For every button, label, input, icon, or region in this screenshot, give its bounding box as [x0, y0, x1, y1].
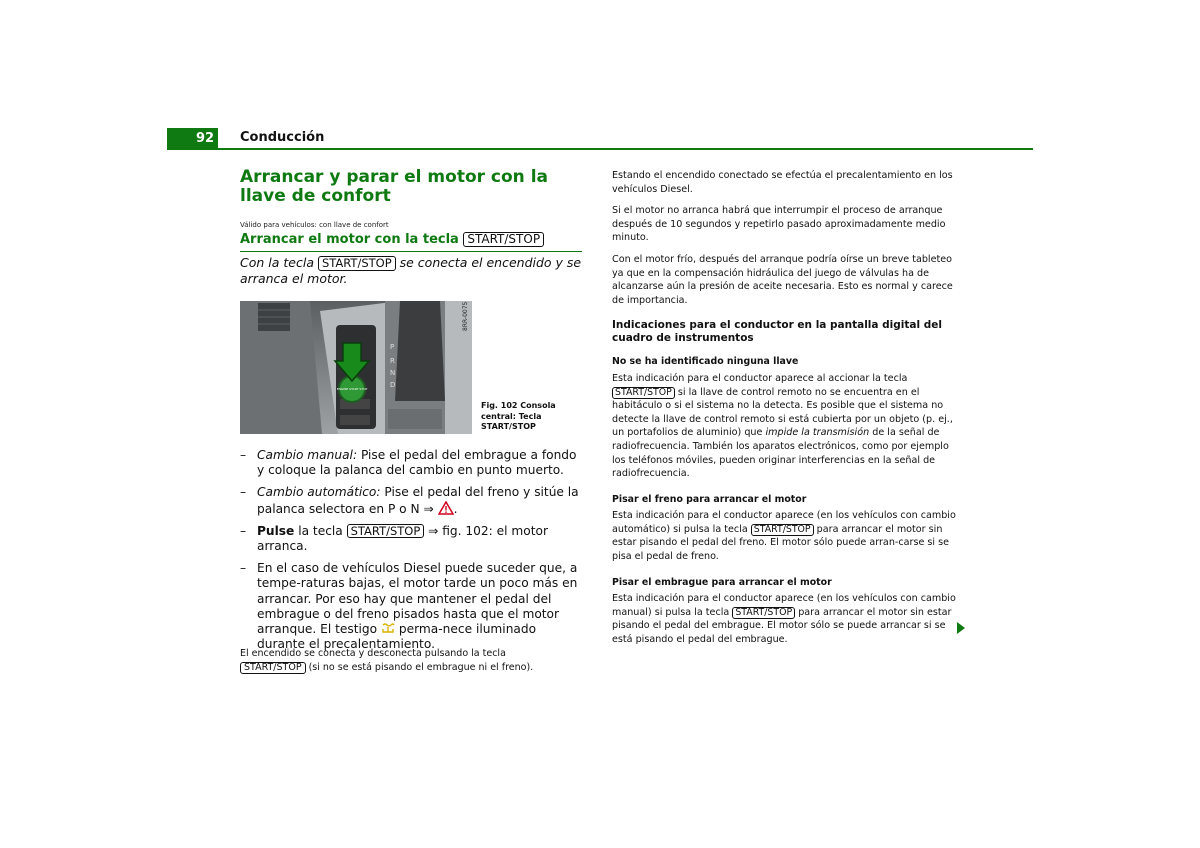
subheading: Pisar el freno para arrancar el motor: [612, 493, 807, 505]
page-number: 92: [167, 128, 218, 150]
subheading: No se ha identificado ninguna llave: [612, 356, 799, 368]
start-stop-key: START/STOP: [732, 607, 795, 619]
paragraph-text: Esta indicación para el conductor aparece (en los vehículos con cambio manual) si pulsa la tecla: [612, 593, 956, 618]
gear-label-n: N: [390, 369, 396, 377]
paragraph-emphasis: impide la transmisión: [765, 427, 870, 439]
bullet-lead: Cambio manual:: [257, 448, 358, 462]
list-item: – Pulse la tecla START/STOP ⇒ fig. 102: el motor arranca.: [240, 523, 548, 554]
right-column: [612, 169, 958, 655]
bullet-text: ⇒ fig. 102: el motor arranca.: [257, 523, 548, 554]
bullet-text: En el caso de vehículos Diesel puede suceder que, a tempe-raturas bajas, el motor tarde un poco más en arrancar. Por eso hay que mantener el pedal del embrague o del freno pisados hasta que el motor arranque. El testigo: [257, 561, 578, 637]
bullet-text: Pise el pedal del freno y sitúe la palanca selectora en P o N ⇒: [257, 485, 579, 516]
bullet-end: .: [453, 501, 458, 516]
paragraph: Con el motor frío, después del arranque podría oírse un breve tableteo ya que en la compensación hidráulica del juego de válvulas ha de alcanzarse aún la presión de aceite necesaria. Esto es normal y carece de importancia.: [612, 253, 953, 306]
glow-plug-icon: [381, 622, 395, 634]
bullet-lead: Cambio automático:: [257, 485, 381, 500]
start-stop-key: START/STOP: [463, 232, 544, 247]
intro-text-b: se conecta el encendido y se arranca el motor.: [240, 255, 582, 286]
start-stop-key: START/STOP: [751, 524, 814, 536]
start-stop-key: START/STOP: [612, 387, 675, 399]
section-title: Conducción: [240, 130, 325, 145]
paragraph: [612, 592, 958, 646]
paragraph-text: si la llave de control remoto no se encuentra en el habitáculo o si el sistema no la detecta. Es posible que el sistema no detecte la llave de control remoto si está cubierta por un objeto (p. ej., un portafolios de aluminio) que: [612, 386, 953, 439]
list-item: – Cambio manual: Pise el pedal del embrague a fondo y coloque la palanca del cambio en punto muerto.: [240, 448, 577, 478]
figure-code: 8RR-0075: [462, 301, 469, 331]
gear-label-d: D: [390, 381, 396, 389]
valid-for-note: Válido para vehículos: con llave de confort: [240, 221, 389, 229]
bullet-text: la tecla: [298, 523, 343, 538]
note-paragraph: [240, 647, 590, 674]
subheading: Pisar el embrague para arrancar el motor: [612, 576, 832, 588]
bullet-text: perma-nece iluminado durante el precalentamiento.: [257, 622, 537, 652]
list-item: – En el caso de vehículos Diesel puede suceder que, a tempe-raturas bajas, el motor tarde un poco más en arrancar. Por eso hay que mantener el pedal del embrague o del freno pisados hasta que el motor arranque. El testigo perma-nece iluminado durante el precalentamiento.: [240, 561, 578, 652]
intro-text-a: Con la tecla: [240, 255, 314, 270]
paragraph-text: para arrancar el motor sin estar pisando el pedal del freno. El motor sólo puede arran-carse si se pisa el pedal de freno.: [612, 523, 950, 563]
continue-arrow-icon: [957, 622, 965, 634]
start-stop-key: START/STOP: [240, 662, 306, 674]
list-item: – Cambio automático: Pise el pedal del freno y sitúe la palanca selectora en P o N ⇒ .: [240, 485, 579, 516]
paragraph: Si el motor no arranca habrá que interrumpir el proceso de arranque después de 10 segundos y repetirlo pasado aproximadamente medio minuto.: [612, 205, 946, 244]
paragraph-text: de la señal de radiofrecuencia. También los aparatos electrónicos, como por ejemplo los teléfonos móviles, pueden originar interferencias en la señal de radiofrecuencia.: [612, 427, 949, 480]
header-rule: [167, 148, 1033, 150]
subsection-title: [240, 232, 582, 252]
note-text-b: (si no se está pisando el embrague ni el freno).: [308, 661, 534, 673]
figure-caption: Fig. 102 Consola central: Tecla START/STOP: [481, 401, 556, 431]
warning-icon: [438, 501, 454, 515]
subsection-title-text: Arrancar el motor con la tecla: [240, 232, 459, 247]
intro-paragraph: [240, 255, 590, 287]
bullet-text: Pise el pedal del embrague a fondo y coloque la palanca del cambio en punto muerto.: [257, 448, 577, 478]
paragraph: [612, 372, 958, 481]
start-stop-key: START/STOP: [318, 256, 396, 271]
note-text-a: El encendido se conecta y desconecta pulsando la tecla: [240, 648, 506, 659]
gear-label-r: R: [390, 357, 395, 365]
gear-label-p: P: [390, 343, 395, 351]
start-stop-key: START/STOP: [347, 524, 425, 539]
console-photo: [240, 301, 472, 434]
page-title: Arrancar y parar el motor con la llave de confort: [240, 167, 549, 206]
bullet-lead: Pulse: [257, 523, 295, 538]
paragraph: [612, 509, 958, 563]
paragraph-text: Esta indicación para el conductor aparece (en los vehículos con cambio automático) si pulsa la tecla: [612, 510, 956, 535]
instruction-list: [240, 448, 586, 659]
paragraph-text: Esta indicación para el conductor aparece al accionar la tecla: [612, 372, 908, 384]
paragraph-text: para arrancar el motor sin estar pisando el pedal del embrague. El motor sólo se puede arrancar si se está pisando el pedal del embrague.: [612, 606, 952, 646]
paragraph: Estando el encendido conectado se efectúa el precalentamiento en los vehículos Diesel.: [612, 170, 953, 195]
section-heading: Indicaciones para el conductor en la pantalla digital del cuadro de instrumentos: [612, 319, 942, 345]
start-button-label: ENGINE START STOP: [336, 387, 368, 391]
